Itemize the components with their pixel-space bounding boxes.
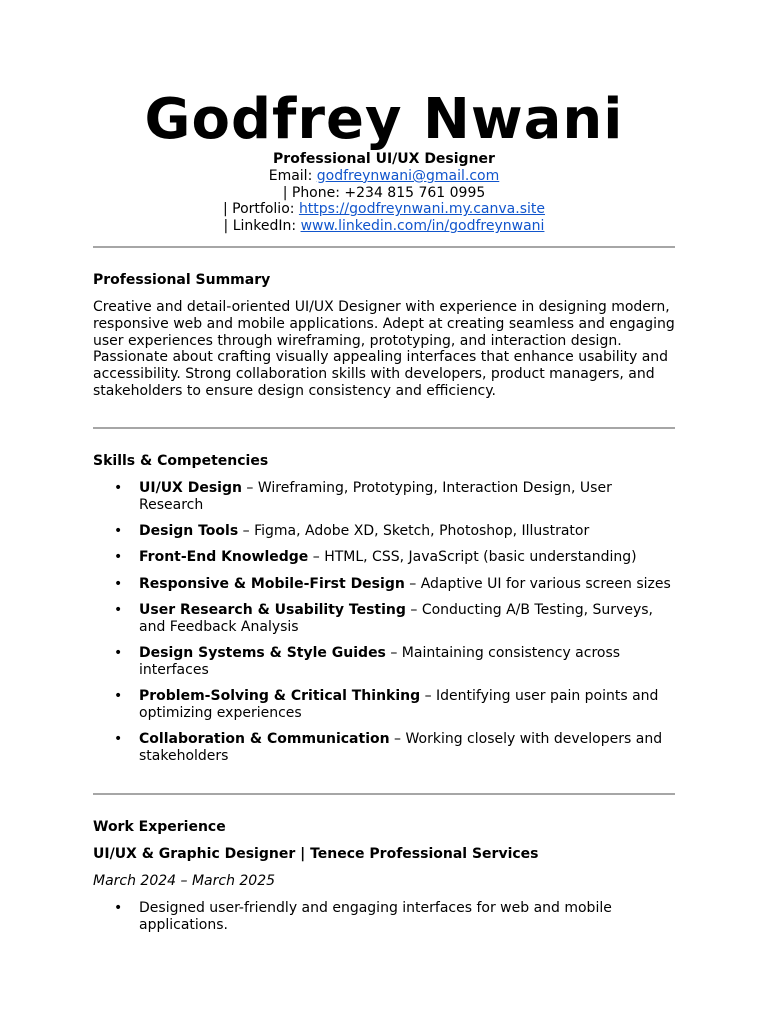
skill-detail: – Identifying user pain points and optimizing experiences bbox=[139, 688, 659, 721]
skill-item bbox=[93, 688, 675, 722]
skill-item bbox=[93, 576, 675, 593]
skill-label: Design Tools bbox=[139, 523, 239, 540]
skill-item bbox=[93, 645, 675, 679]
job-dates: March 2024 – March 2025 bbox=[93, 873, 276, 889]
linkedin-label: | LinkedIn: bbox=[223, 218, 301, 235]
skill-detail: – Working closely with developers and stakeholders bbox=[139, 731, 663, 765]
skill-detail: – Figma, Adobe XD, Sketch, Photoshop, Illustrator bbox=[238, 523, 590, 540]
email-line bbox=[93, 168, 675, 185]
summary-text: Creative and detail-oriented UI/UX Designer with experience in designing modern, responsive web and mobile applications. Adept at creating seamless and engaging user experiences through wireframing, prototyping, and interaction design. Passionate about crafting visually appealing interfaces that enhance usability and accessibility. Strong collaboration skills with developers, product managers, and stakeholders to ensure design consistency and efficiency. bbox=[93, 299, 675, 399]
skill-item bbox=[93, 480, 675, 514]
skill-label: Design Systems & Style Guides bbox=[139, 645, 386, 662]
divider-header bbox=[93, 246, 675, 248]
summary-heading: Professional Summary bbox=[93, 272, 271, 288]
skill-item bbox=[93, 602, 675, 636]
divider-summary bbox=[93, 427, 675, 429]
job-duties-list bbox=[93, 900, 675, 934]
linkedin-link[interactable]: www.linkedin.com/in/godfreynwani bbox=[300, 218, 545, 235]
job-title: UI/UX & Graphic Designer | Tenece Professional Services bbox=[93, 846, 539, 862]
skill-detail: – Wireframing, Prototyping, Interaction Design, User Research bbox=[139, 480, 612, 513]
experience-heading: Work Experience bbox=[93, 819, 226, 835]
skill-label: Collaboration & Communication bbox=[139, 731, 390, 748]
skills-list bbox=[93, 480, 675, 774]
skill-label: User Research & Usability Testing bbox=[139, 601, 406, 618]
portfolio-line bbox=[93, 201, 675, 218]
skill-detail: – Adaptive UI for various screen sizes bbox=[404, 575, 671, 592]
candidate-role: Professional UI/UX Designer bbox=[273, 151, 495, 167]
skill-label: Problem-Solving & Critical Thinking bbox=[139, 688, 421, 705]
skill-label: Responsive & Mobile-First Design bbox=[139, 575, 405, 592]
phone-line: | Phone: +234 815 761 0995 bbox=[282, 184, 486, 201]
divider-skills bbox=[93, 793, 675, 795]
skills-heading: Skills & Competencies bbox=[93, 453, 269, 469]
email-link[interactable]: godfreynwani@gmail.com bbox=[316, 167, 500, 184]
skill-label: UI/UX Design bbox=[139, 480, 242, 496]
skill-item bbox=[93, 523, 675, 540]
skill-detail: – HTML, CSS, JavaScript (basic understanding) bbox=[308, 549, 637, 566]
skill-item bbox=[93, 731, 675, 765]
linkedin-line bbox=[93, 218, 675, 235]
portfolio-link[interactable]: https://godfreynwani.my.canva.site bbox=[298, 201, 545, 218]
skill-item bbox=[93, 549, 675, 566]
skill-detail: – Conducting A/B Testing, Surveys, and Feedback Analysis bbox=[139, 601, 653, 635]
job-duty-item: • Designed user-friendly and engaging interfaces for web and mobile applications. bbox=[93, 900, 675, 934]
skill-detail: – Maintaining consistency across interfaces bbox=[139, 645, 621, 678]
contact-block bbox=[93, 151, 675, 235]
candidate-name: Godfrey Nwani bbox=[144, 87, 624, 152]
skill-label: Front-End Knowledge bbox=[139, 549, 309, 566]
portfolio-label: | Portfolio: bbox=[223, 201, 299, 218]
email-label: Email: bbox=[268, 167, 317, 184]
